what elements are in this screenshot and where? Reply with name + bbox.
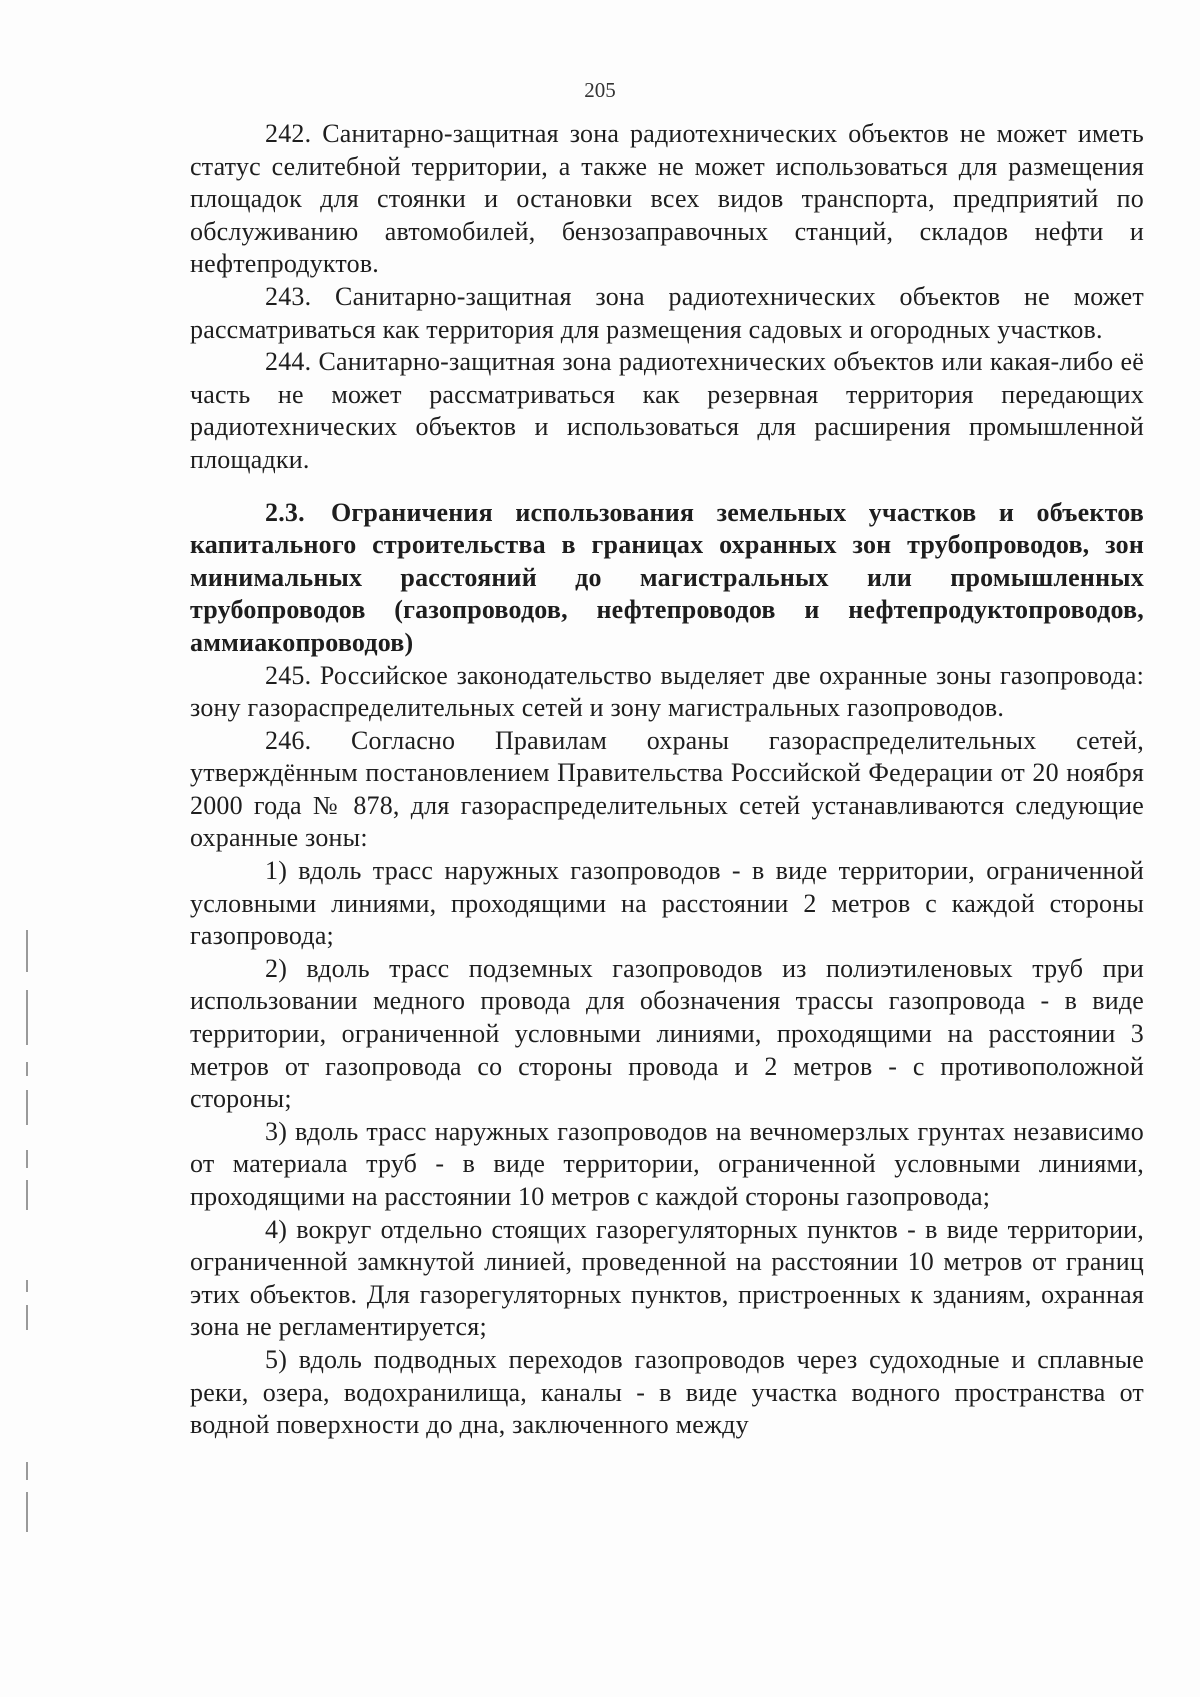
list-item-2: 2) вдоль трасс подземных газопроводов из полиэтиленовых труб при использовании медного провода для обозначения трассы газопровода - в виде территории, ограниченной условными линиями, проходящими на расстоянии 3 метров от газопровода со стороны провода и 2 метров - с противоположной стороны; xyxy=(190,953,1144,1114)
scan-margin-marks xyxy=(26,0,36,1697)
document-body xyxy=(190,118,1144,1442)
list-item-3: 3) вдоль трасс наружных газопроводов на вечномерзлых грунтах независимо от материала труб - в виде территории, ограниченной условными линиями, проходящими на расстоянии 10 метров с каждой стороны газопровода; xyxy=(190,1116,1144,1211)
list-item-5: 5) вдоль подводных переходов газопроводов через судоходные и сплавные реки, озера, водохранилища, каналы - в виде участка водного пространства от водной поверхности до дна, заключенного между xyxy=(190,1344,1144,1440)
page-number: 205 xyxy=(584,78,616,102)
section-heading: 2.3. Ограничения использования земельных участков и объектов капитального строительства в границах охранных зон трубопроводов, зон минимальных расстояний до магистральных или промышленных трубопроводов (газопроводов, нефтепроводов и нефтепродуктопроводов, аммиакопроводов) xyxy=(190,497,1144,657)
paragraph-243: 243. Санитарно-защитная зона радиотехнических объектов не может рассматриваться как территория для размещения садовых и огородных участков. xyxy=(190,281,1144,344)
list-item-1: 1) вдоль трасс наружных газопроводов - в виде территории, ограниченной условными линиями, проходящими на расстоянии 2 метров с каждой стороны газопровода; xyxy=(190,856,1144,951)
paragraph-242: 242. Санитарно-защитная зона радиотехнических объектов не может иметь статус селитебной территории, а также не может использоваться для размещения площадок для стоянки и остановки всех видов транспорта, предприятий по обслуживанию автомобилей, бензозаправочных станций, складов нефти и нефтепродуктов. xyxy=(190,119,1144,279)
paragraph-245: 245. Российское законодательство выделяет две охранные зоны газопровода: зону газораспределительных сетей и зону магистральных газопроводов. xyxy=(190,660,1144,723)
paragraph-244: 244. Санитарно-защитная зона радиотехнических объектов или какая-либо её часть не может рассматриваться как резервная территория передающих радиотехнических объектов и использоваться для расширения промышленной площадки. xyxy=(190,347,1144,474)
list-item-4: 4) вокруг отдельно стоящих газорегуляторных пунктов - в виде территории, ограниченной замкнутой линией, проведенной на расстоянии 10 метров от границ этих объектов. Для газорегуляторных пунктов, пристроенных к зданиям, охранная зона не регламентируется; xyxy=(190,1214,1144,1342)
paragraph-246: 246. Согласно Правилам охраны газораспределительных сетей, утверждённым постановлением Правительства Российской Федерации от 20 ноября 2000 года № 878, для газораспределительных сетей устанавливаются следующие охранные зоны: xyxy=(190,725,1144,853)
